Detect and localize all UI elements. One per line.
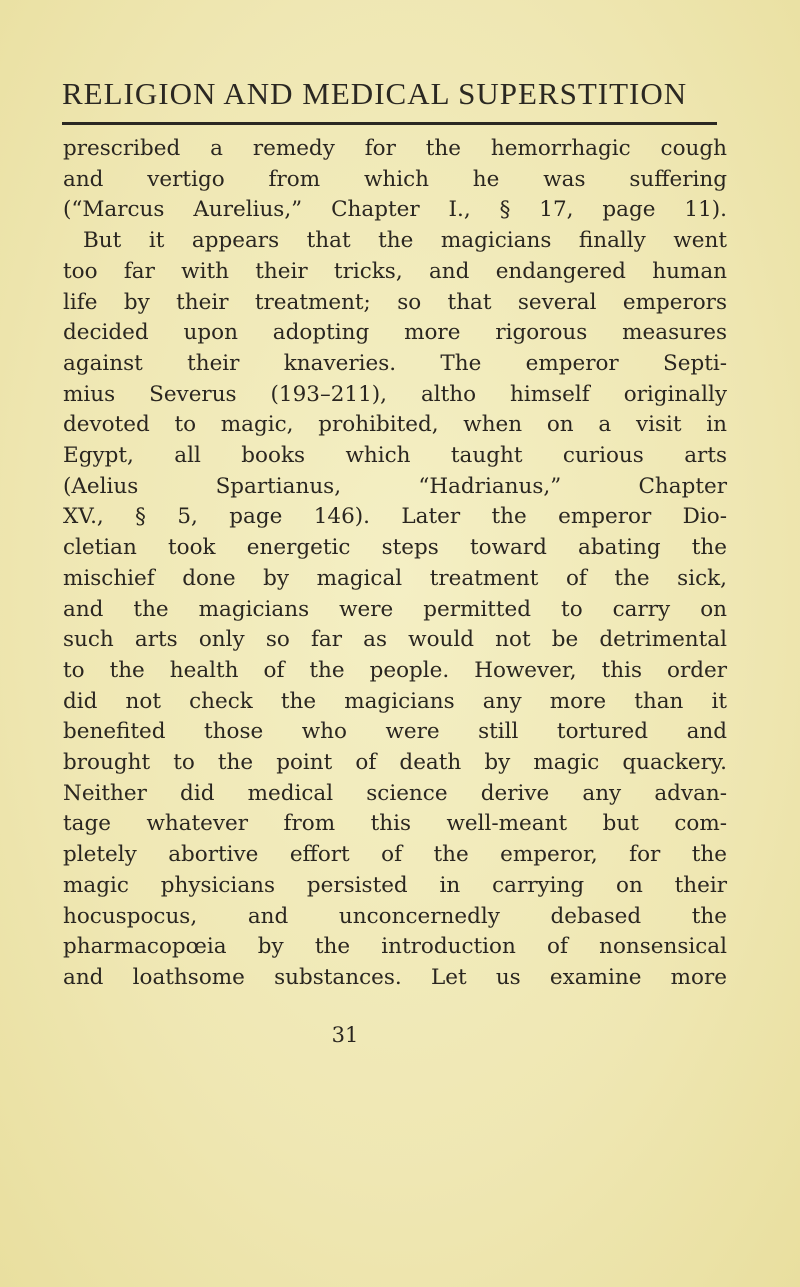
text-line: and the magicians were permitted to carry on xyxy=(63,596,727,622)
text-line: against their knaveries. The emperor Septi- xyxy=(63,350,727,376)
text-line: life by their treatment; so that several emperors xyxy=(63,289,727,315)
text-line: mius Severus (193–211), altho himself originally xyxy=(63,381,727,407)
text-line: to the health of the people. However, this order xyxy=(63,657,727,683)
text-line: (Aelius Spartianus, “Hadrianus,” Chapter xyxy=(63,473,727,499)
text-line: pletely abortive effort of the emperor, for the xyxy=(63,842,727,868)
text-line: prescribed a remedy for the hemorrhagic cough xyxy=(63,136,727,161)
text-line: But it appears that the magicians finally went xyxy=(83,228,727,254)
text-line: pharmacopœia by the introduction of nonsensical xyxy=(63,934,727,960)
text-line: tage whatever from this well-meant but com- xyxy=(63,811,727,837)
text-line: Egypt, all books which taught curious arts xyxy=(63,443,727,469)
text-line: benefited those who were still tortured and xyxy=(63,719,727,745)
page-number: 31 xyxy=(331,1023,359,1047)
text-line: and loathsome substances. Let us examine more xyxy=(63,964,727,990)
text-line: hocuspocus, and unconcernedly debased the xyxy=(63,903,727,929)
text-line: brought to the point of death by magic quackery. xyxy=(63,750,727,776)
text-line: XV., § 5, page 146). Later the emperor Dio- xyxy=(63,504,727,530)
text-line: devoted to magic, prohibited, when on a visit in xyxy=(63,412,727,438)
body-text xyxy=(63,134,727,994)
header-rule xyxy=(62,122,717,125)
text-line: decided upon adopting more rigorous measures xyxy=(63,320,727,346)
text-line: such arts only so far as would not be detrimental xyxy=(63,627,727,653)
text-line: did not check the magicians any more than it xyxy=(63,688,727,714)
text-line: cletian took energetic steps toward abating the xyxy=(63,535,727,561)
text-line: mischief done by magical treatment of the sick, xyxy=(63,565,727,591)
text-line: and vertigo from which he was suffering xyxy=(63,166,727,192)
text-line: (“Marcus Aurelius,” Chapter I., § 17, page 11). xyxy=(63,197,727,223)
text-line: magic physicians persisted in carrying on their xyxy=(63,872,727,898)
text-line: Neither did medical science derive any advan- xyxy=(63,780,727,806)
running-head: RELIGION AND MEDICAL SUPERSTITION xyxy=(62,76,688,111)
text-line: too far with their tricks, and endangered human xyxy=(63,258,727,284)
